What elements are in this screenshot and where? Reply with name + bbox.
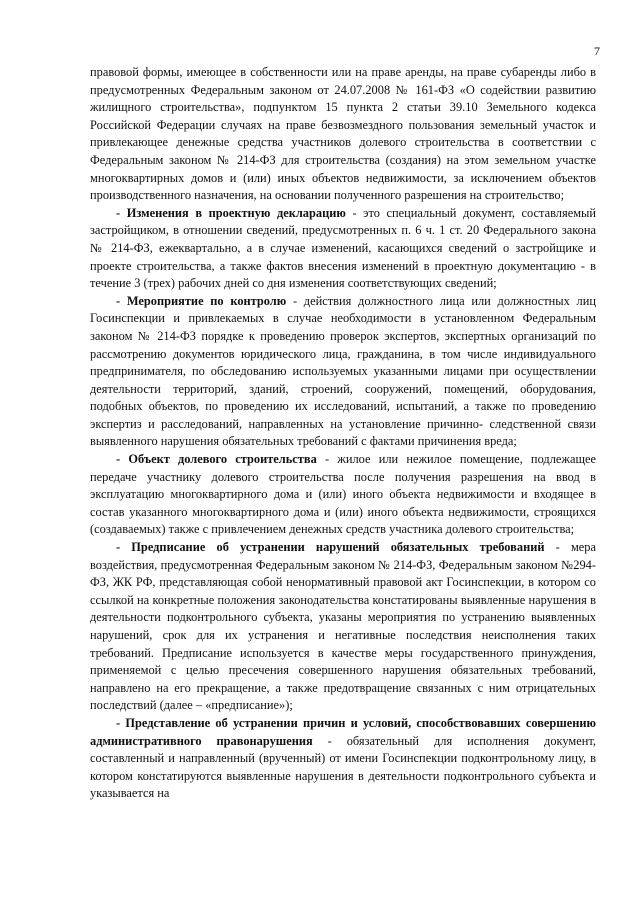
paragraph-project-declaration-changes bbox=[90, 205, 596, 293]
defined-term: - Объект долевого строительства bbox=[116, 452, 317, 467]
definition-text: - это специальный документ, составляемый застройщиком, в отношении сведений, предусмотренных п. 6 ч. 1 ст. 20 Федерального закона № 214-ФЗ, ежеквартально, а в случае изменений, касающихся сведений о застройщике и проекте строительства, а также фактов внесения изменений в проектную документацию - в течение 3 (трех) рабочих дней со дня изменения соответствующих сведений; bbox=[90, 205, 596, 291]
defined-term: - Мероприятие по контролю bbox=[116, 293, 287, 308]
document-body bbox=[90, 64, 596, 803]
definition-text: - жилое или нежилое помещение, подлежащее передаче участнику долевого строительства после получения разрешения на ввод в эксплуатацию многоквартирного дома и (или) иного объекта недвижимости и входящее в состав указанного многоквартирного дома и (или) иного объекта недвижимости, строящихся (создаваемых) также с привлечением денежных средств участника долевого строительства; bbox=[90, 452, 596, 537]
paragraph-representation bbox=[90, 715, 596, 803]
page-number: 7 bbox=[594, 44, 600, 58]
definition-text: - действия должностного лица или должностных лиц Госинспекции и привлекаемых в случае необходимости в установленном Федеральным законом № 214-ФЗ порядке к проведению проверок экспертов, экспертных организаций по рассмотрению документов юридического лица, гражданина, в том числе индивидуального предпринимателя, по обследованию используемых указанными лицами при осуществлении деятельности территорий, зданий, строений, сооружений, помещений, оборудования, подобных объектов, по проведению их исследований, испытаний, а также по проведению экспертиз и расследований, направленных на установление причинно- следственной связи выявленного нарушения обязательных требований с фактами причинения вреда; bbox=[90, 293, 596, 449]
defined-term: - Изменения в проектную декларацию bbox=[116, 205, 346, 220]
defined-term: - Представление об устранении причин и условий, способствовавших совершению административного правонарушения bbox=[90, 715, 596, 748]
paragraph-violation-order bbox=[90, 539, 596, 715]
defined-term: - Предписание об устранении нарушений обязательных требований bbox=[116, 540, 545, 555]
paragraph-text: правовой формы, имеющее в собственности или на праве аренды, на праве субаренды либо в предусмотренных Федеральным законом от 24.07.2008 № 161-ФЗ «О содействии развитию жилищного строительства», подпунктом 15 пункта 2 статьи 39.10 Земельного кодекса Российской Федерации случаях на праве безвозмездного пользования земельный участок и привлекающее денежные средства участников долевого строительства в соответствии с Федеральным законом № 214-ФЗ для строительства (создания) на этом земельном участке многоквартирных домов и (или) иных объектов недвижимости, за исключением объектов производственного назначения, на основании полученного разрешения на строительство; bbox=[90, 65, 596, 203]
paragraph-shared-construction-object bbox=[90, 451, 596, 539]
definition-text: - мера воздействия, предусмотренная Федеральным законом № 214-ФЗ, Федеральным законом №294-ФЗ, ЖК РФ, представляющая собой ненормативный правовой акт Госинспекции, в котором со ссылкой на конкретные положения законодательства констатированы выявленные нарушения в деятельности подконтрольного субъекта, указаны мероприятия по устранению выявленных нарушений, срок для их устранения и негативные последствия неисполнения таких требований. Предписание используется в качестве меры государственного принуждения, применяемой с целью пресечения совершенного нарушения обязательных требований, направлено на его прекращение, а также предотвращение связанных с ним отрицательных последствий (далее – «предписание»); bbox=[90, 540, 597, 713]
definition-text: - обязательный для исполнения документ, составленный и направленный (врученный) от имени Госинспекции подконтрольному лицу, в котором констатируются выявленные нарушения в деятельности подконтрольного субъекта и указывается на bbox=[90, 733, 596, 801]
paragraph-intro-continuation bbox=[90, 64, 596, 205]
paragraph-control-measure bbox=[90, 293, 596, 451]
